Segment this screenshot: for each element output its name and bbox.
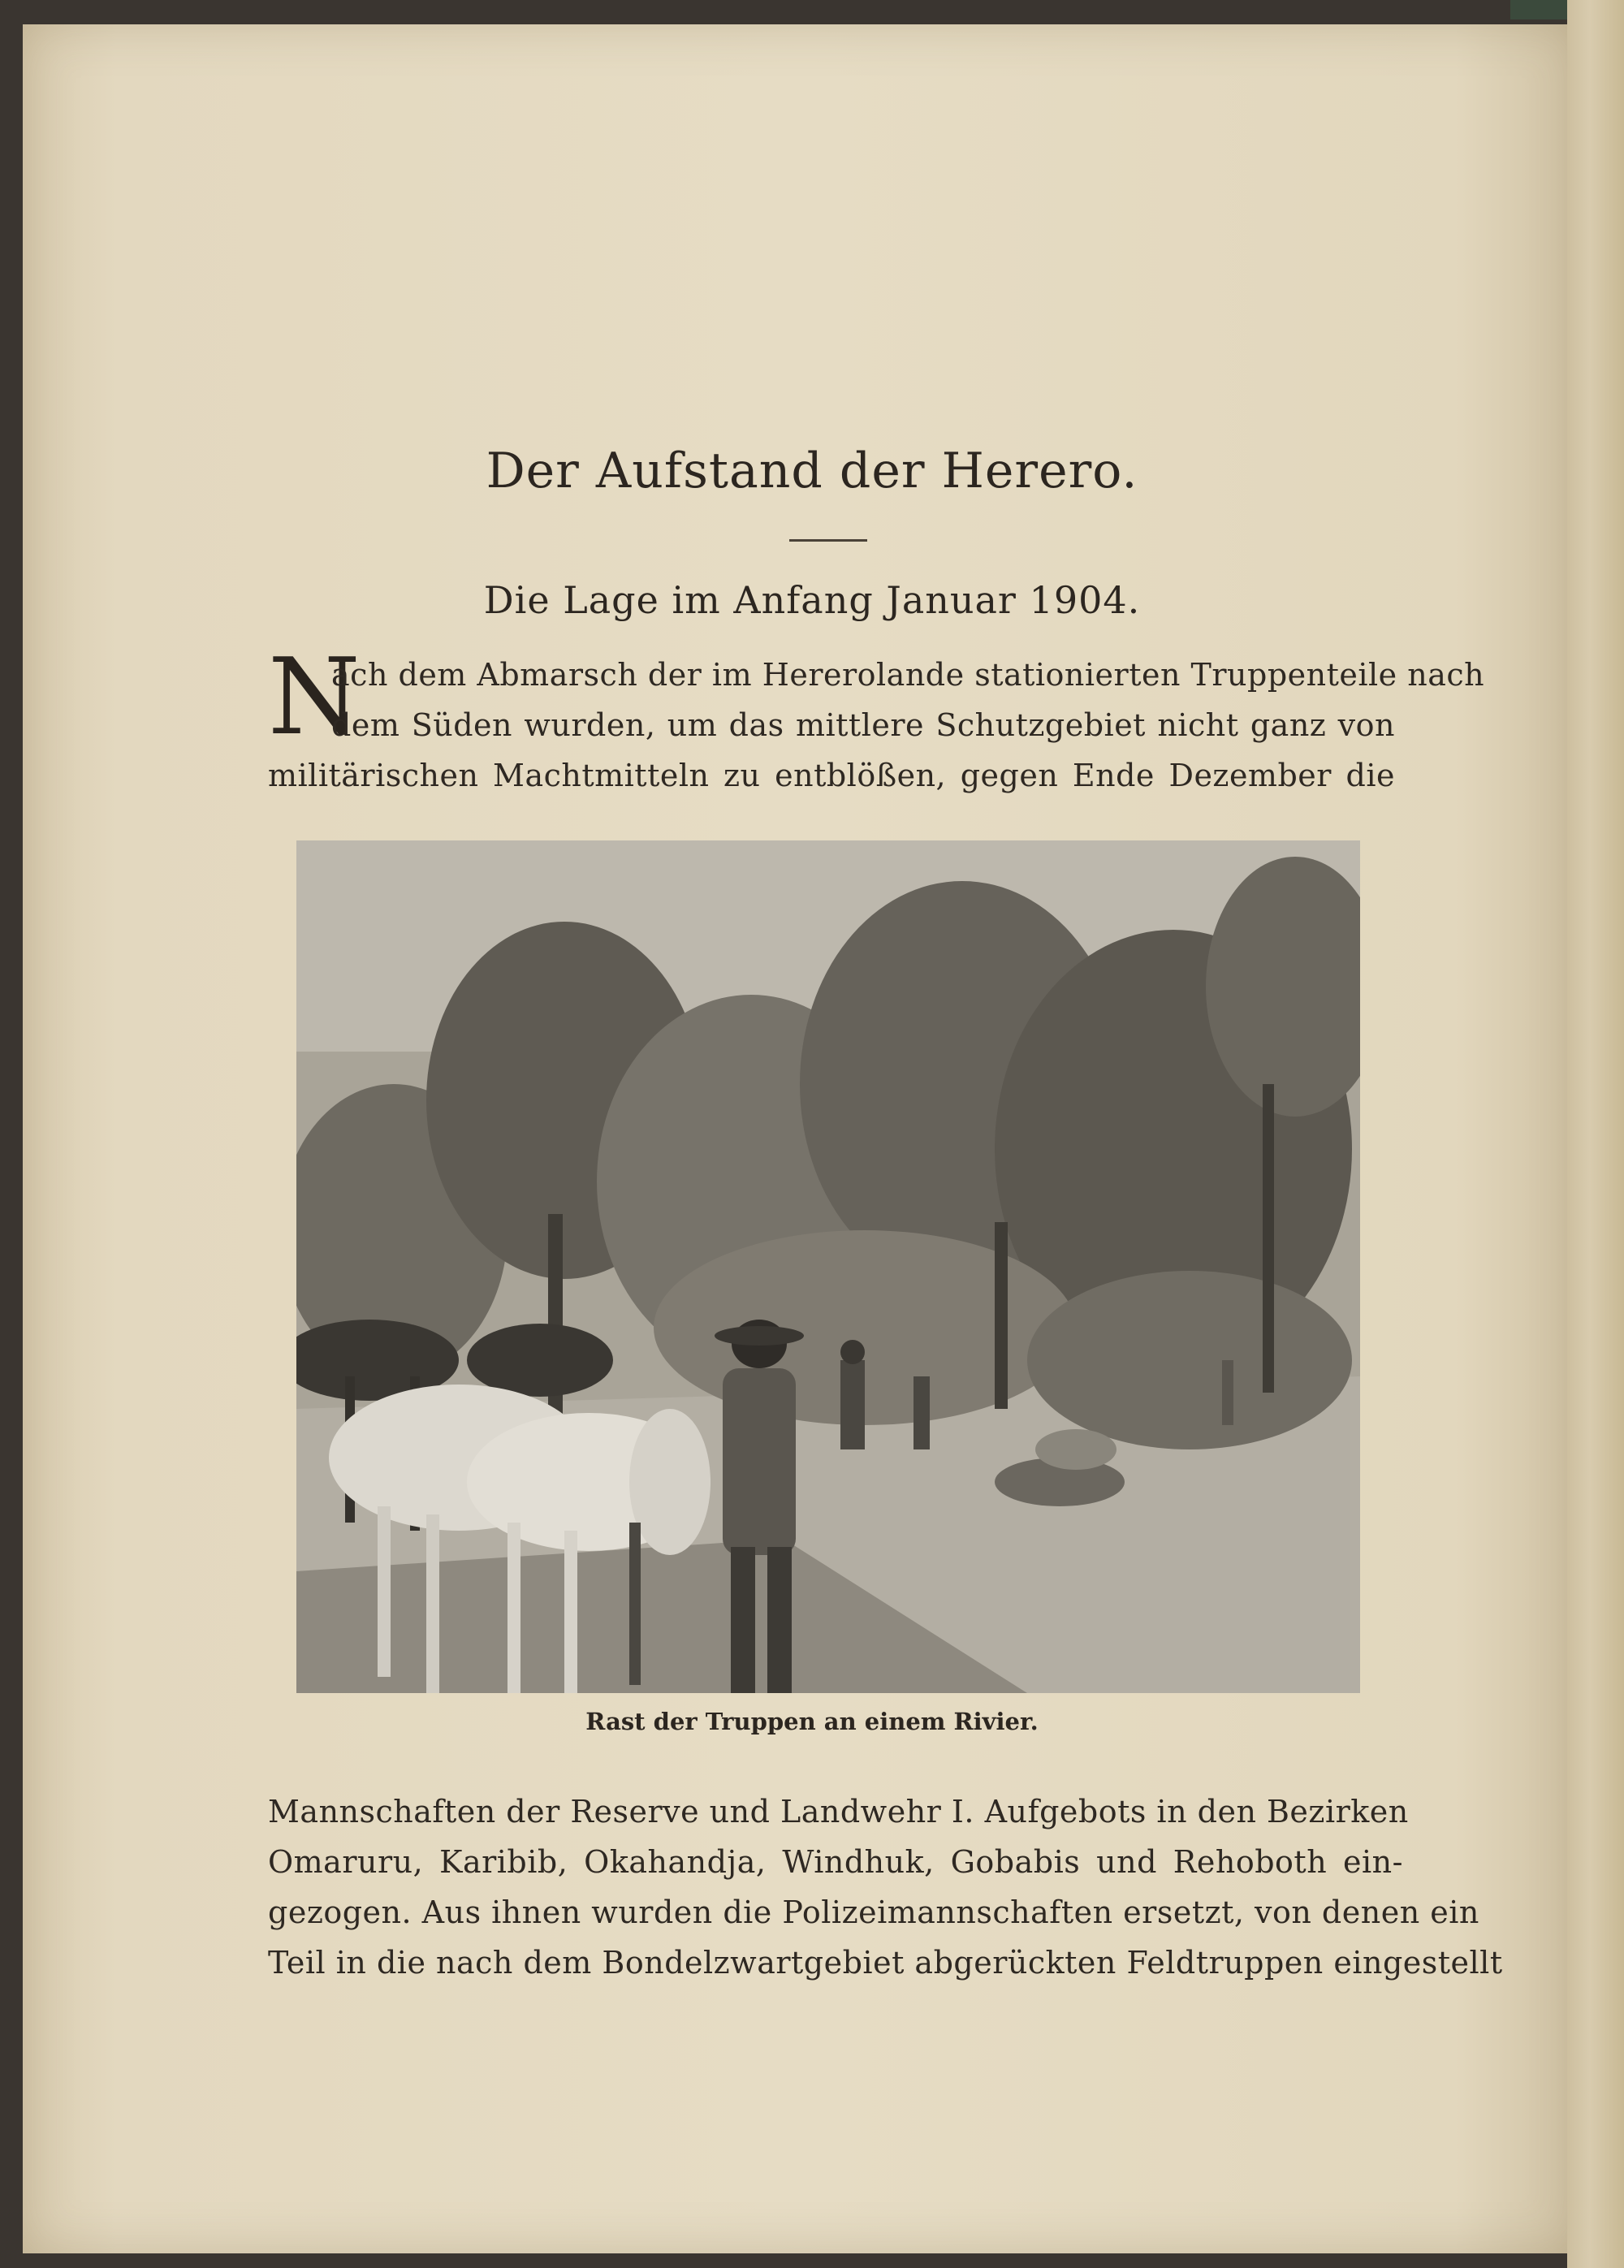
text-line: Teil in die nach dem Bondelzwartgebiet abgerückten Feldtruppen eingestellt — [268, 1945, 1503, 1981]
intro-paragraph — [268, 635, 1485, 801]
page-title: Der Aufstand der Herero. — [486, 443, 1138, 499]
photo-caption: Rast der Truppen an einem Rivier. — [585, 1708, 1039, 1735]
text-line: Omaruru, Karibib, Okahandja, Windhuk, Gobabis und Rehoboth ein- — [268, 1844, 1403, 1880]
page-edge — [1567, 0, 1624, 2268]
drop-cap: N — [268, 635, 361, 758]
text-line: gezogen. Aus ihnen wurden die Polizeimannschaften ersetzt, von denen ein — [268, 1894, 1479, 1930]
text-line: dem Süden wurden, um das mittlere Schutzgebiet nicht ganz von — [331, 707, 1395, 743]
section-heading: Die Lage im Anfang Januar 1904. — [483, 578, 1141, 622]
title-divider — [789, 539, 867, 542]
photograph — [296, 840, 1360, 1693]
continuation-paragraph — [268, 1786, 1503, 1988]
text-line: militärischen Machtmitteln zu entblößen, gegen Ende Dezember die — [268, 758, 1395, 793]
text-line: ach dem Abmarsch der im Hererolande stationierten Truppenteile nach — [331, 657, 1485, 693]
text-line: Mannschaften der Reserve und Landwehr I. Aufgebots in den Bezirken — [268, 1794, 1409, 1830]
